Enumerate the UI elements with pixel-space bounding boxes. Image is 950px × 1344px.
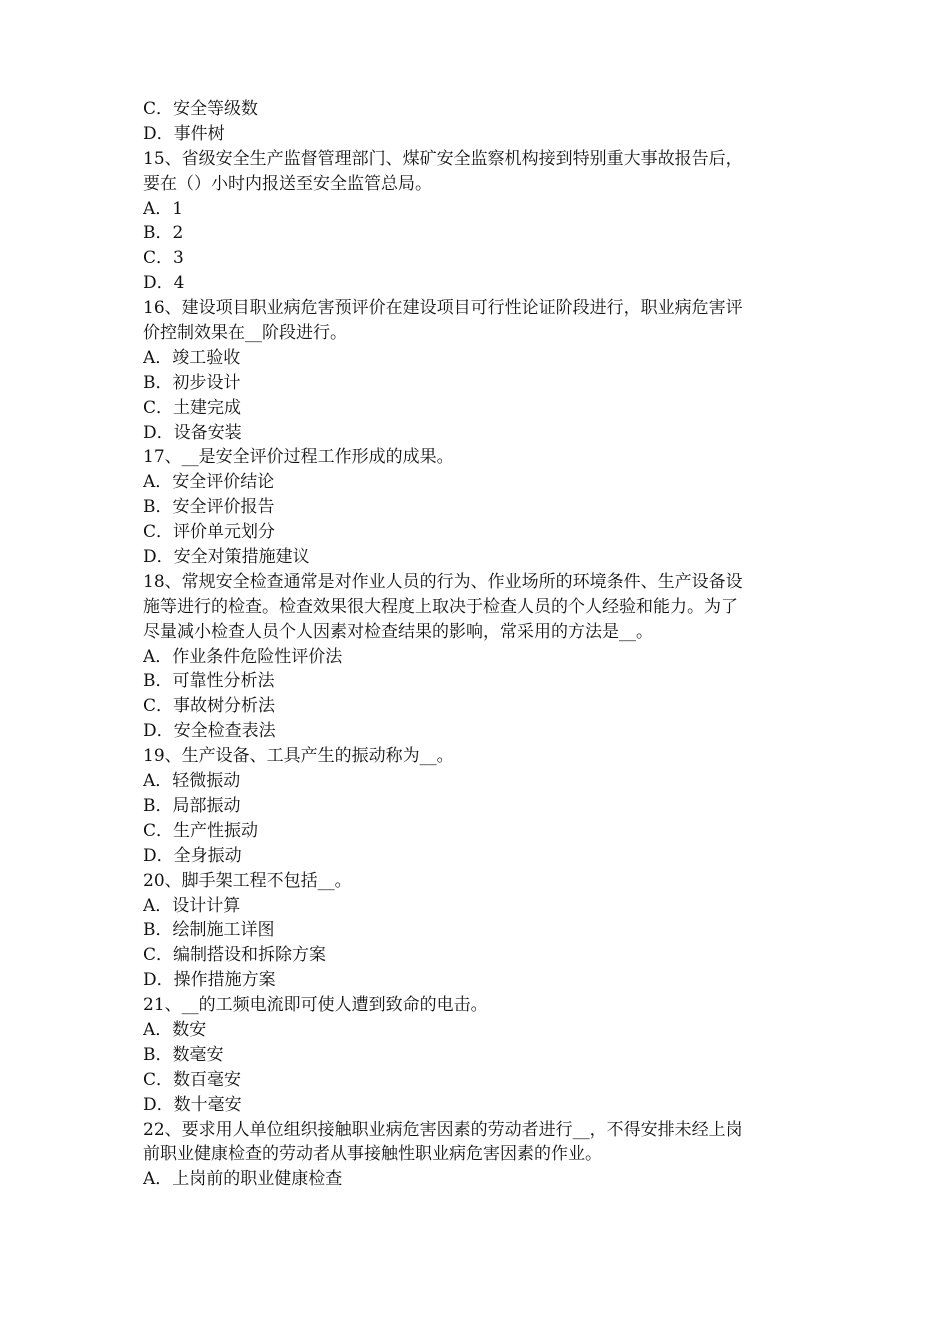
option-line: D．安全检查表法 [143,721,276,742]
option-line: C．编制搭设和拆除方案 [143,945,327,966]
option-line: D．设备安装 [143,422,242,443]
question-19-text: 19、生产设备、工具产生的振动称为__。 [143,746,454,767]
option-line: C．事故树分析法 [143,696,276,717]
question-18-text-cont: 施等进行的检查。检查效果很大程度上取决于检查人员的个人经验和能力。为了 [143,596,738,617]
question-22-text: 22、要求用人单位组织接触职业病危害因素的劳动者进行__，不得安排未经上岗 [143,1119,743,1140]
question-22-text-cont: 前职业健康检查的劳动者从事接触性职业病危害因素的作业。 [143,1144,602,1165]
option-line: A．1 [143,198,184,219]
option-line: B．绘制施工详图 [143,920,275,941]
option-line: D．安全对策措施建议 [143,547,310,568]
option-line: D．全身振动 [143,845,242,866]
question-17-text: 17、__是安全评价过程工作形成的成果。 [143,447,454,468]
question-15-text-cont: 要在（）小时内报送至安全监管总局。 [143,173,432,194]
option-line: C．数百毫安 [143,1069,242,1090]
question-18-text-cont: 尽量减小检查人员个人因素对检查结果的影响，常采用的方法是__。 [143,621,653,642]
question-18-text: 18、常规安全检查通常是对作业人员的行为、作业场所的环境条件、生产设备设 [143,571,743,592]
question-15-text: 15、省级安全生产监督管理部门、煤矿安全监察机构接到特别重大事故报告后， [143,148,743,169]
question-16-text: 16、建设项目职业病危害预评价在建设项目可行性论证阶段进行，职业病危害评 [143,298,743,319]
option-line: A．作业条件危险性评价法 [143,646,343,667]
option-line: D．操作措施方案 [143,970,276,991]
question-21-text: 21、__的工频电流即可使人遭到致命的电击。 [143,995,488,1016]
option-line: C．生产性振动 [143,820,259,841]
option-line: B．安全评价报告 [143,497,275,518]
option-line: A．安全评价结论 [143,472,275,493]
option-line: A．设计计算 [143,895,241,916]
option-line: C．安全等级数 [143,99,259,119]
option-line: C．评价单元划分 [143,522,276,543]
option-line: D．4 [143,273,185,294]
option-line: A．轻微振动 [143,771,241,792]
question-16-text-cont: 价控制效果在__阶段进行。 [143,323,347,344]
option-line: D．事件树 [143,123,225,144]
option-line: A．竣工验收 [143,347,241,368]
option-line: B．初步设计 [143,372,241,393]
option-line: C．3 [143,248,184,269]
option-line: B．局部振动 [143,795,241,816]
option-line: B．数毫安 [143,1044,224,1065]
option-line: B．可靠性分析法 [143,671,275,692]
option-line: D．数十毫安 [143,1094,242,1115]
option-line: A．上岗前的职业健康检查 [143,1169,343,1190]
option-line: B．2 [143,223,184,244]
question-20-text: 20、脚手架工程不包括__。 [143,870,352,891]
option-line: C．土建完成 [143,397,242,418]
option-line: A．数安 [143,1019,207,1040]
document-body [143,97,813,1192]
